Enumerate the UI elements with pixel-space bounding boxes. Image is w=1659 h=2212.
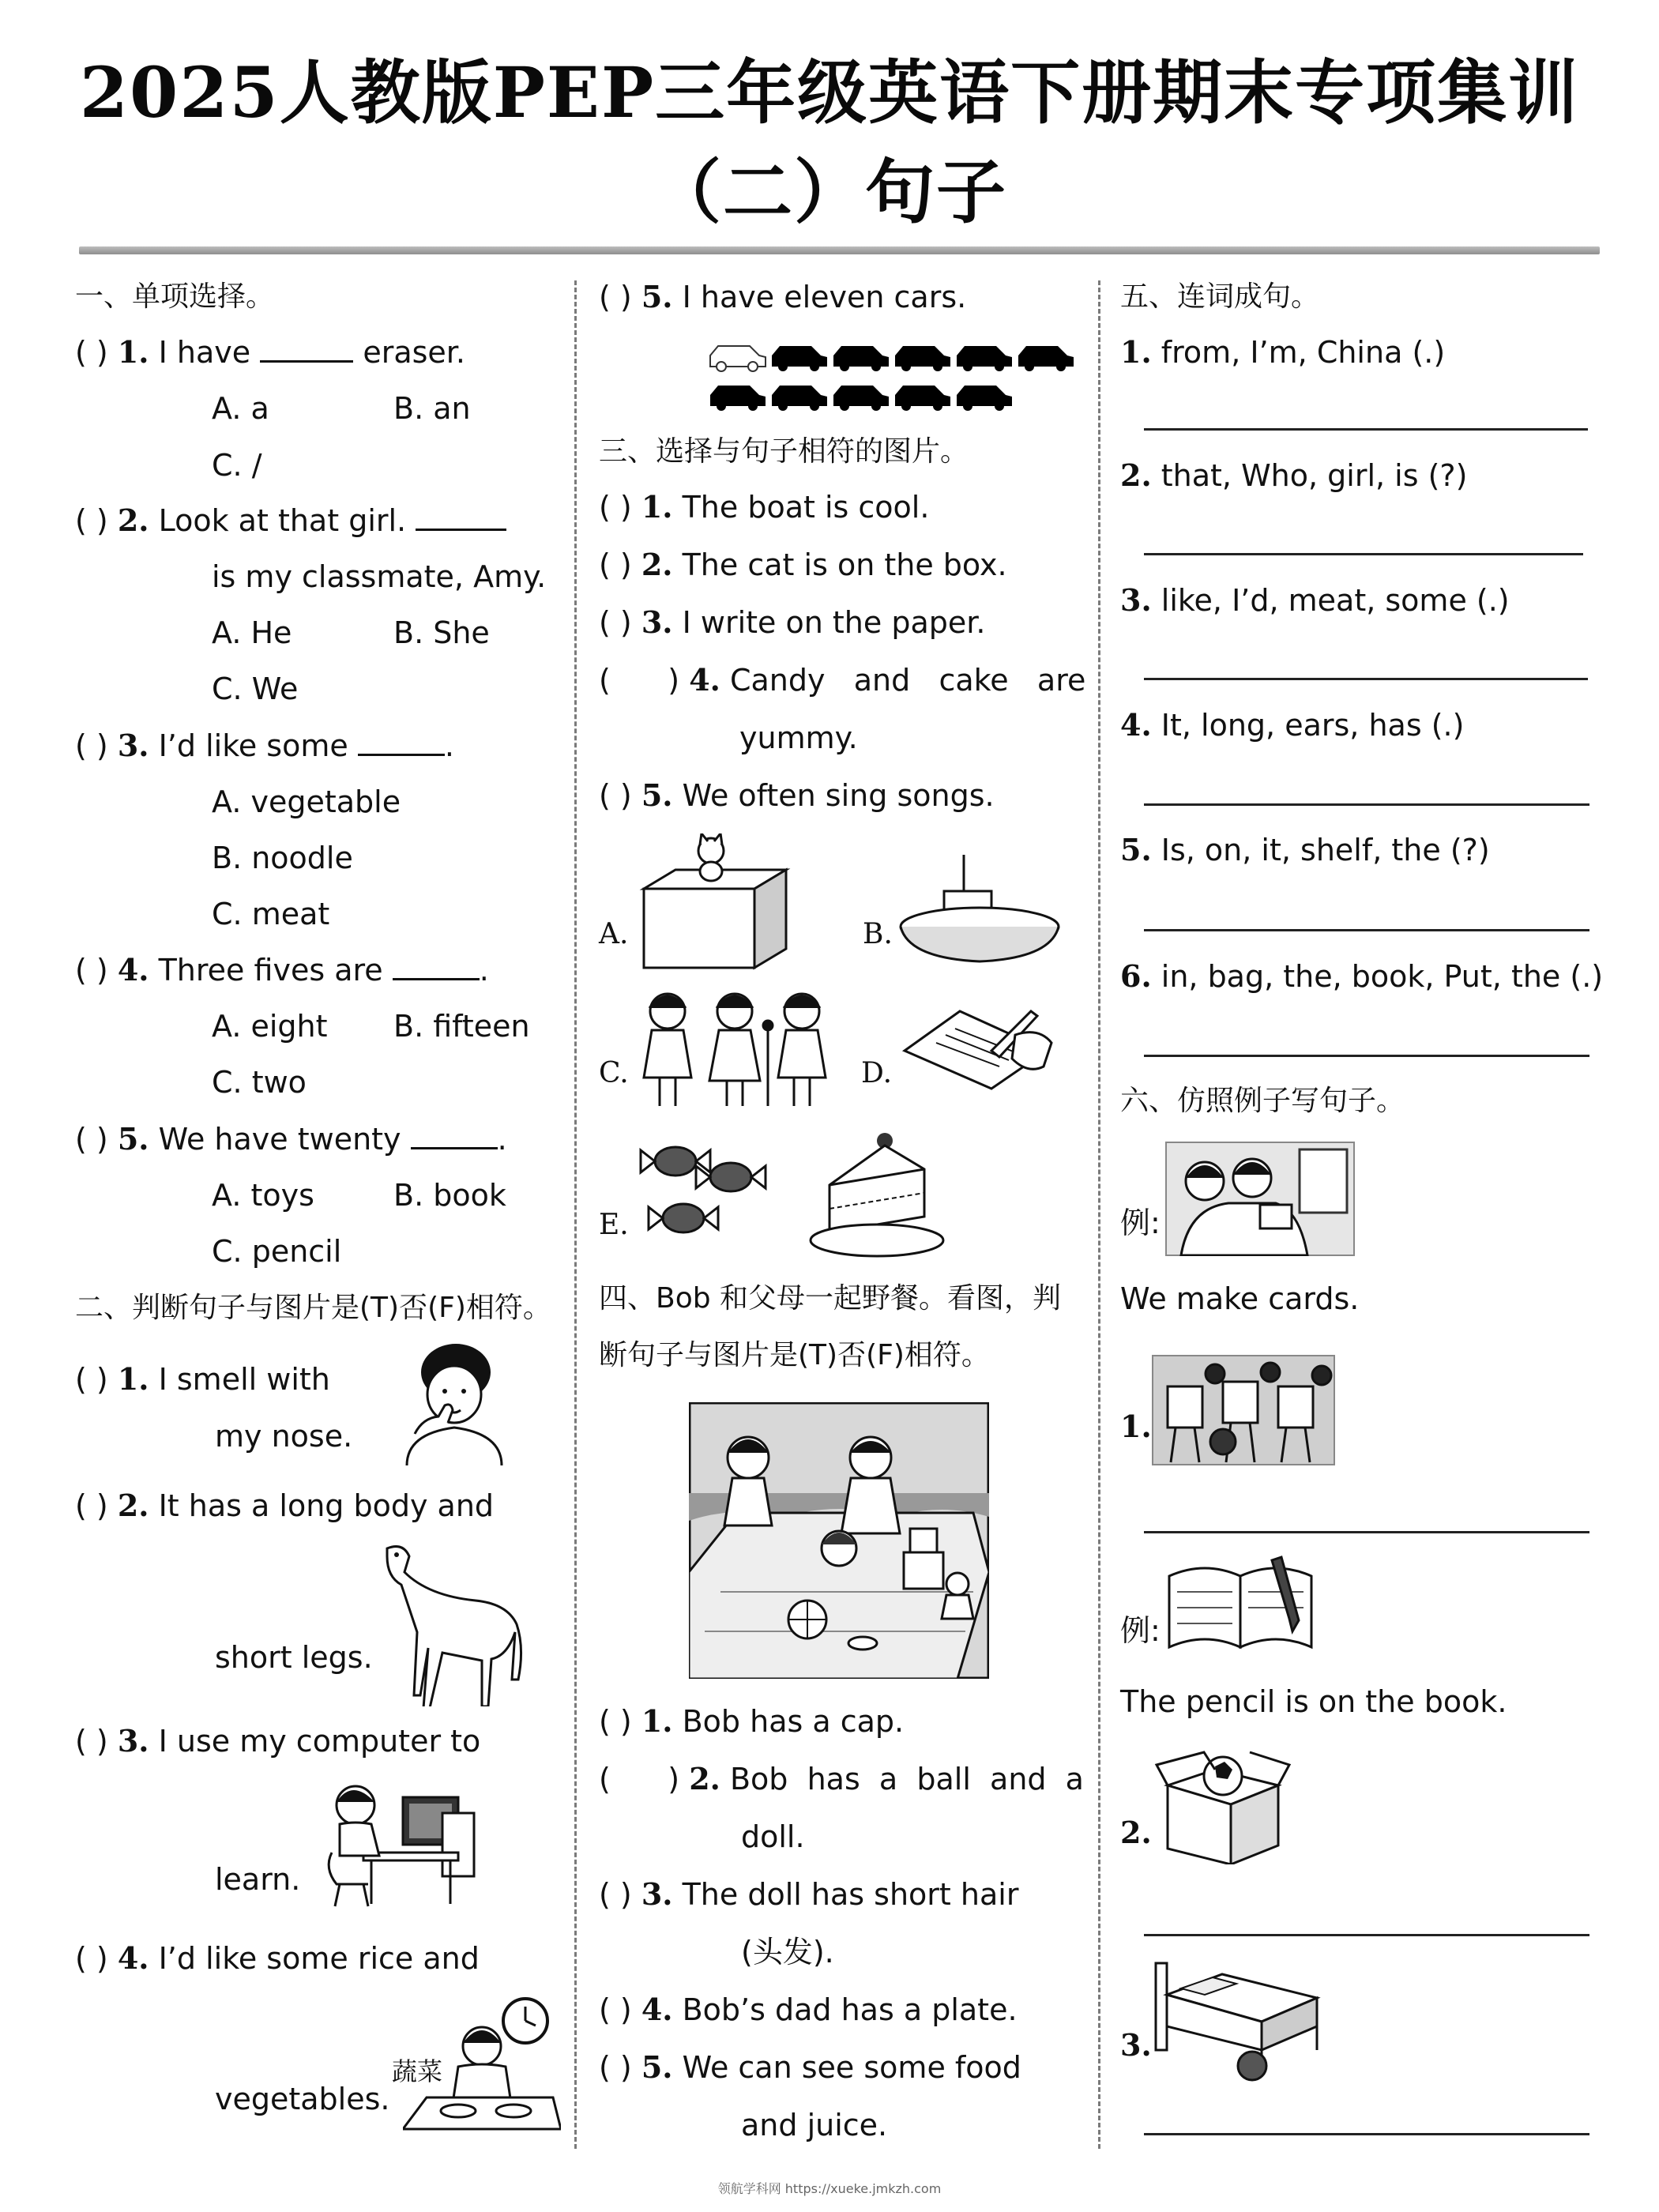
dog-picture — [371, 1540, 537, 1706]
candy-picture — [636, 1130, 770, 1256]
section6-heading: 六、仿照例子写句子。 — [1120, 1085, 1405, 1117]
option-c[interactable]: C. pencil — [212, 1234, 342, 1269]
fill-blank[interactable] — [358, 727, 445, 756]
ball-under-bed-picture — [1149, 1955, 1323, 2086]
sec2-q3: ( ) 3. I use my computer to — [75, 1723, 481, 1759]
boat-picture — [897, 852, 1063, 966]
answer-paren[interactable]: ( ) — [75, 1941, 108, 1976]
reorder-item-3: 3. like, I’d, meat, some (.) — [1120, 582, 1510, 618]
sec2-q4: ( ) 4. I’d like some rice and — [75, 1940, 480, 1976]
section2-heading: 二、判断句子与图片是(T)否(F)相符。 — [75, 1292, 551, 1324]
sec1-q4: ( ) 4. Three fives are . — [75, 952, 489, 988]
answer-line[interactable] — [1144, 1055, 1589, 1057]
answer-paren[interactable]: ( ) — [599, 280, 632, 314]
answer-paren[interactable]: ( ) — [75, 335, 108, 370]
reorder-item-4: 4. It, long, ears, has (.) — [1120, 707, 1465, 743]
option-b[interactable]: B. noodle — [212, 841, 353, 875]
answer-paren[interactable]: ( ) — [75, 503, 108, 538]
ball-in-box-picture — [1152, 1738, 1294, 1864]
boy-computer-picture — [316, 1774, 482, 1908]
sec1-q3: ( ) 3. I’d like some . — [75, 728, 454, 763]
option-a[interactable]: A. vegetable — [212, 784, 401, 819]
option-b[interactable]: B. book — [393, 1178, 506, 1213]
answer-line[interactable] — [1144, 803, 1589, 806]
pic-label-b: B. — [863, 918, 893, 950]
sec2-q1: ( ) 1. I smell with — [75, 1361, 330, 1397]
answer-paren[interactable]: ( ) — [75, 953, 108, 988]
boy-eating-picture — [403, 1991, 561, 2133]
option-a[interactable]: A. He — [212, 615, 292, 650]
section1-heading: 一、单项选择。 — [75, 280, 275, 313]
option-b[interactable]: B. She — [393, 615, 490, 650]
answer-paren[interactable]: ( ) — [599, 663, 680, 698]
option-c[interactable]: C. two — [212, 1065, 307, 1100]
fill-blank[interactable] — [393, 951, 480, 980]
sec1-q2: ( ) 2. Look at that girl. — [75, 502, 506, 540]
pencil-on-book-picture — [1161, 1552, 1319, 1655]
reorder-item-2: 2. that, Who, girl, is (?) — [1120, 457, 1468, 493]
making-cards-picture — [1165, 1142, 1355, 1256]
section3-heading: 三、选择与句子相符的图片。 — [599, 435, 969, 468]
example-label: 例: — [1120, 1206, 1161, 1240]
answer-line[interactable] — [1144, 678, 1588, 680]
page-title: 2025人教版PEP三年级英语下册期末专项集训 — [79, 51, 1580, 134]
eleven-cars-picture — [707, 332, 1078, 411]
fill-blank[interactable] — [411, 1120, 498, 1149]
option-c[interactable]: C. meat — [212, 897, 330, 931]
vegetables-label: 蔬菜 — [392, 2056, 443, 2086]
section5-heading: 五、连词成句。 — [1120, 280, 1320, 313]
pic-label-c: C. — [599, 1057, 629, 1089]
reorder-item-6: 6. in, bag, the, book, Put, the (.) — [1120, 958, 1604, 994]
section4-heading-2: 断句子与图片是(T)否(F)相符。 — [599, 1339, 990, 1371]
answer-line[interactable] — [1144, 929, 1589, 931]
option-c[interactable]: C. / — [212, 448, 262, 483]
answer-paren[interactable]: ( ) — [599, 490, 632, 525]
section4-heading-1: 四、Bob 和父母一起野餐。看图，判 — [599, 1282, 1062, 1315]
fill-blank[interactable] — [260, 333, 353, 363]
cake-picture — [806, 1130, 948, 1260]
sec2-q2: ( ) 2. It has a long body and — [75, 1488, 495, 1523]
option-b[interactable]: B. an — [393, 391, 471, 426]
pic-label-d: D. — [861, 1057, 893, 1089]
title-rule — [79, 246, 1600, 254]
children-singing-picture — [632, 988, 837, 1110]
answer-paren[interactable]: ( ) — [599, 2050, 632, 2085]
option-a[interactable]: A. a — [212, 391, 269, 426]
picnic-picture — [689, 1402, 989, 1679]
answer-line[interactable] — [1144, 553, 1583, 555]
reorder-item-5: 5. Is, on, it, shelf, the (?) — [1120, 832, 1490, 867]
answer-paren[interactable]: ( ) — [599, 1762, 680, 1796]
boy-smelling-picture — [399, 1339, 510, 1465]
answer-paren[interactable]: ( ) — [75, 1362, 108, 1397]
painting-class-picture — [1152, 1355, 1335, 1465]
example-sentence-2: The pencil is on the book. — [1120, 1684, 1507, 1719]
answer-paren[interactable]: ( ) — [599, 605, 632, 640]
answer-paren[interactable]: ( ) — [599, 1704, 632, 1739]
col2-q5: ( ) 5. I have eleven cars. — [599, 279, 967, 314]
answer-paren[interactable]: ( ) — [75, 728, 108, 763]
reorder-item-1: 1. from, I’m, China (.) — [1120, 334, 1446, 370]
example-sentence-1: We make cards. — [1120, 1281, 1360, 1316]
answer-paren[interactable]: ( ) — [75, 1488, 108, 1523]
cat-on-box-picture — [636, 833, 794, 972]
pic-label-a: A. — [599, 918, 629, 950]
option-c[interactable]: C. We — [212, 672, 299, 706]
answer-line[interactable] — [1144, 428, 1588, 431]
answer-paren[interactable]: ( ) — [599, 1877, 632, 1912]
answer-line[interactable] — [1144, 1934, 1589, 1936]
option-a[interactable]: A. eight — [212, 1009, 328, 1044]
answer-line[interactable] — [1144, 1531, 1589, 1533]
answer-paren[interactable]: ( ) — [599, 778, 632, 813]
footer-watermark: 领航学科网 https://xueke.jmkzh.com — [717, 2181, 942, 2196]
option-a[interactable]: A. toys — [212, 1178, 314, 1213]
fill-blank[interactable] — [416, 502, 506, 531]
answer-paren[interactable]: ( ) — [75, 1724, 108, 1759]
sec1-q5: ( ) 5. We have twenty . — [75, 1121, 507, 1157]
answer-line[interactable] — [1144, 2133, 1589, 2135]
example-label: 例: — [1120, 1613, 1161, 1648]
answer-paren[interactable]: ( ) — [599, 547, 632, 582]
option-b[interactable]: B. fifteen — [393, 1009, 530, 1044]
page-subtitle: （二）句子 — [651, 151, 1007, 233]
answer-paren[interactable]: ( ) — [599, 1992, 632, 2027]
writing-paper-picture — [897, 1003, 1055, 1090]
column-divider-2 — [1098, 280, 1100, 2149]
sec1-q1: ( ) 1. I have eraser. — [75, 334, 465, 370]
pic-label-e: E. — [599, 1209, 629, 1241]
column-divider-1 — [574, 280, 577, 2149]
answer-paren[interactable]: ( ) — [75, 1122, 108, 1157]
